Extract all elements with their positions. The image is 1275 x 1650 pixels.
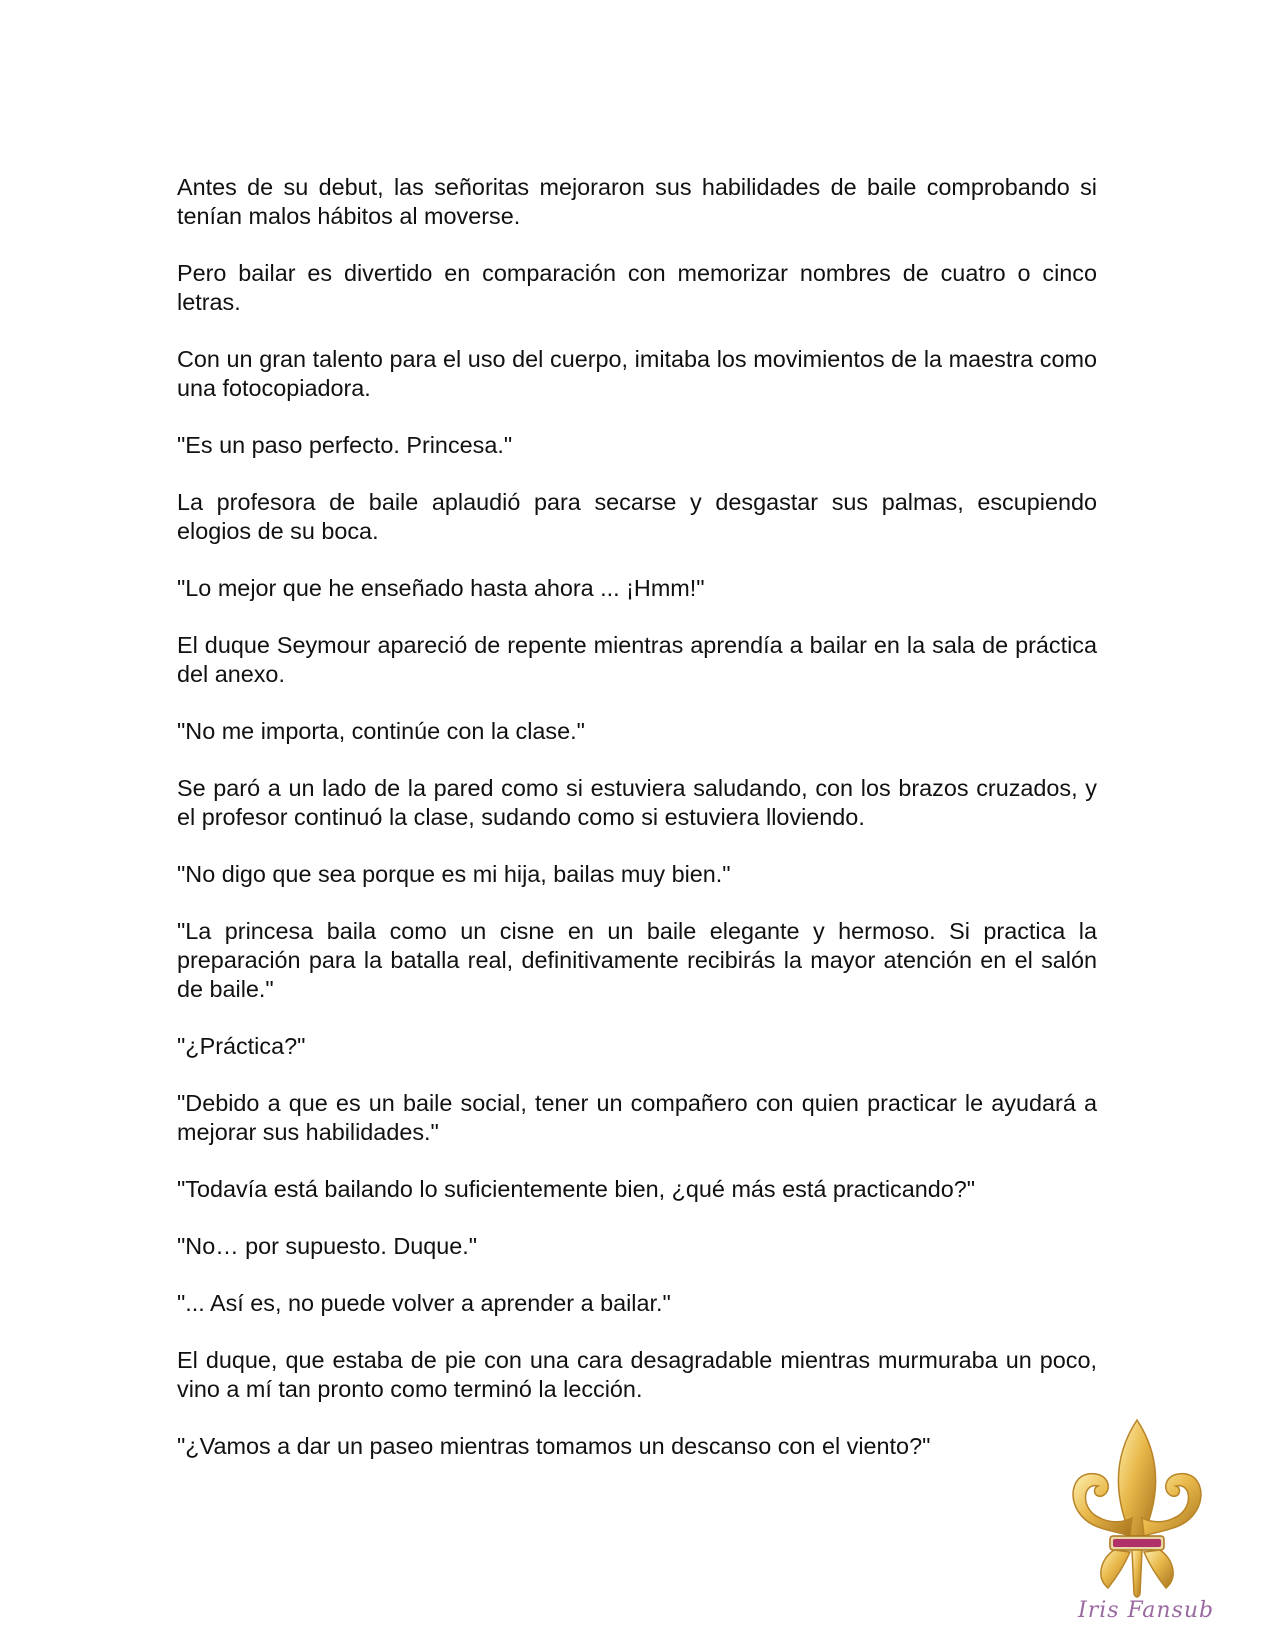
paragraph-1: Antes de su debut, las señoritas mejoraron sus habilidades de baile comprobando si tenían malos hábitos al moverse. xyxy=(177,174,1097,229)
paragraph-18: "¿Vamos a dar un paseo mientras tomamos un descanso con el viento?" xyxy=(177,1433,931,1459)
paragraph-6: "Lo mejor que he enseñado hasta ahora ... ¡Hmm!" xyxy=(177,575,705,601)
paragraph-2: Pero bailar es divertido en comparación con memorizar nombres de cuatro o cinco letras. xyxy=(177,260,1097,315)
paragraph-8: "No me importa, continúe con la clase." xyxy=(177,718,585,744)
paragraph-4: "Es un paso perfecto. Princesa." xyxy=(177,432,513,458)
paragraph-12: "¿Práctica?" xyxy=(177,1033,306,1059)
paragraph-17: El duque, que estaba de pie con una cara desagradable mientras murmuraba un poco, vino a mí tan pronto como terminó la lección. xyxy=(177,1347,1097,1402)
paragraph-13: "Debido a que es un baile social, tener un compañero con quien practicar le ayudará a mejorar sus habilidades." xyxy=(177,1090,1097,1145)
paragraph-15: "No… por supuesto. Duque." xyxy=(177,1233,478,1259)
paragraph-16: "... Así es, no puede volver a aprender a bailar." xyxy=(177,1290,671,1316)
paragraph-10: "No digo que sea porque es mi hija, bailas muy bien." xyxy=(177,861,731,887)
document-body xyxy=(177,173,1097,1489)
paragraph-14: "Todavía está bailando lo suficientemente bien, ¿qué más está practicando?" xyxy=(177,1176,976,1202)
paragraph-11: "La princesa baila como un cisne en un baile elegante y hermoso. Si practica la preparación para la batalla real, definitivamente recibirás la mayor atención en el salón de baile." xyxy=(177,918,1097,1002)
paragraph-5: La profesora de baile aplaudió para secarse y desgastar sus palmas, escupiendo elogios de su boca. xyxy=(177,489,1097,544)
paragraph-9: Se paró a un lado de la pared como si estuviera saludando, con los brazos cruzados, y el profesor continuó la clase, sudando como si estuviera lloviendo. xyxy=(177,775,1097,830)
watermark-text: Iris Fansub xyxy=(1078,1598,1215,1623)
paragraph-3: Con un gran talento para el uso del cuerpo, imitaba los movimientos de la maestra como una fotocopiadora. xyxy=(177,346,1097,401)
paragraph-7: El duque Seymour apareció de repente mientras aprendía a bailar en la sala de práctica del anexo. xyxy=(177,632,1097,687)
